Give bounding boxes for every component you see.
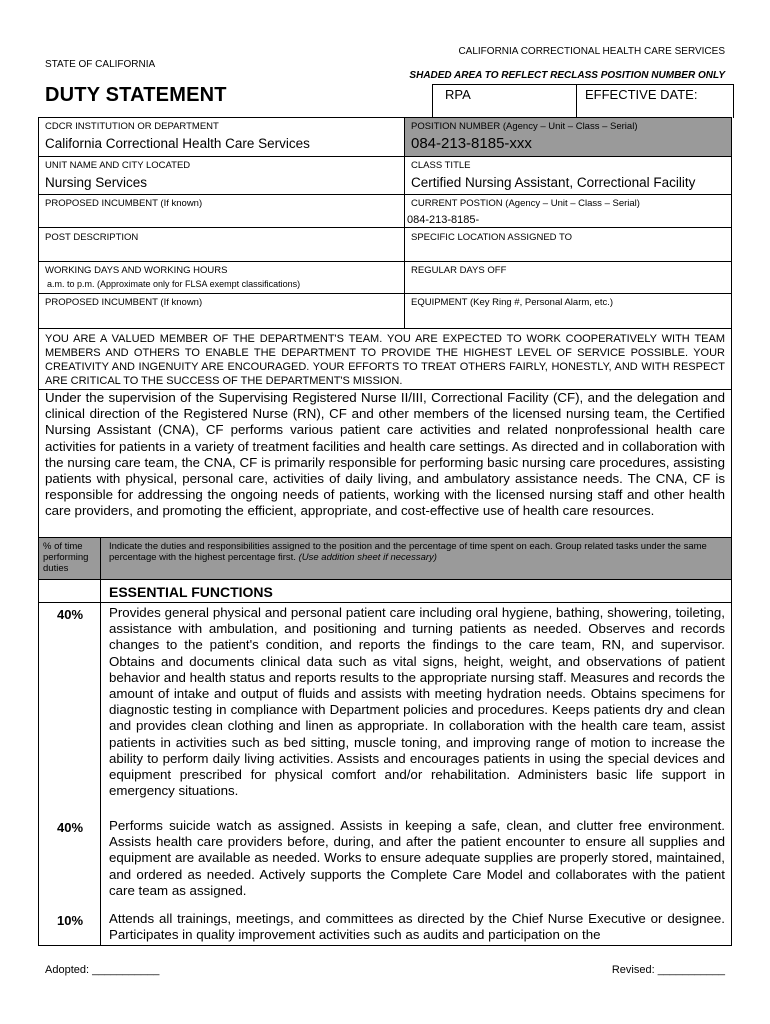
proposed-incumbent-label: PROPOSED INCUMBENT (If known) [45, 198, 203, 209]
row-institution [39, 118, 731, 157]
summary-row [39, 390, 731, 538]
position-summary: Under the supervision of the Supervising Registered Nurse II/III, Correctional Facility (CF), and the delegation and clinical direction of the Registered Nurse (RN), CF and other members of the licensed nursing team, the Certified Nursing Assistant (CNA), CF performs various patient care activities and related nonprofessional health care activities for patients in a variety of treatment facilities and health care settings. As directed and in collaboration with the nursing care team, the CNA, CF is primarily responsible for performing basic nursing care procedures, assisting patients with physical, personal care, activities of daily living, and ambulatory assistance needs. The CNA, CF is responsible for addressing the ongoing needs of patients, working with the licensed nursing staff and other health care providers, and promoting the efficient, appropriate, and cost-effective use of health care resources. [45, 390, 725, 519]
equipment-label: EQUIPMENT (Key Ring #, Personal Alarm, etc.) [411, 297, 614, 308]
regular-days-off-cell[interactable] [405, 262, 731, 293]
rpa-label: RPA [445, 87, 471, 102]
duties-instructions [109, 541, 725, 563]
class-title-label: CLASS TITLE [411, 160, 471, 171]
post-description-cell[interactable] [39, 228, 405, 261]
shaded-area-note: SHADED AREA TO REFLECT RECLASS POSITION NUMBER ONLY [409, 70, 725, 81]
rpa-effective-box [432, 84, 734, 118]
row-incumbent [39, 195, 731, 228]
regular-days-off-label: REGULAR DAYS OFF [411, 265, 507, 276]
state-label: STATE OF CALIFORNIA [45, 59, 156, 70]
pct-header-label: % of time performing duties [43, 541, 89, 574]
row-equipment [39, 294, 731, 329]
pct-column [39, 580, 101, 946]
page-title: DUTY STATEMENT [45, 84, 227, 106]
proposed-incumbent-2-label: PROPOSED INCUMBENT (If known) [45, 297, 203, 308]
rpa-divider [576, 85, 577, 118]
mission-banner-row [39, 329, 731, 390]
working-hours-cell[interactable] [39, 262, 405, 293]
essential-functions-heading: ESSENTIAL FUNCTIONS [109, 584, 273, 600]
mission-banner: YOU ARE A VALUED MEMBER OF THE DEPARTMENT'S TEAM. YOU ARE EXPECTED TO WORK COOPERATIVELY WITH TEAM MEMBERS AND OTHERS TO ENABLE THE DEPARTMENT TO PROVIDE THE HIGHEST LEVEL OF SERVICE POSSIBLE. YOUR CREATIVITY AND INGENUITY ARE ENCOURAGED. YOUR EFFORTS TO TREAT OTHERS FAIRLY, HONESTLY, AND WITH RESPECT ARE CRITICAL TO THE SUCCESS OF THE DEPARTMENT'S MISSION. [45, 333, 725, 387]
effective-date-label: EFFECTIVE DATE: [585, 87, 698, 102]
duty-statement-form [38, 117, 732, 946]
unit-value: Nursing Services [45, 175, 148, 190]
duty-description: Attends all trainings, meetings, and committees as directed by the Chief Nurse Executive or designee. Participates in quality improvement activities such as audits and participation on the [109, 911, 725, 943]
unit-label: UNIT NAME AND CITY LOCATED [45, 160, 191, 171]
working-hours-note: a.m. to p.m. (Approximate only for FLSA exempt classifications) [47, 279, 301, 289]
pct-header-cell [39, 538, 101, 579]
proposed-incumbent-cell[interactable] [39, 195, 405, 227]
position-number-value: 084-213-8185-xxx [411, 135, 532, 152]
institution-value: California Correctional Health Care Services [45, 136, 310, 151]
duty-description: Performs suicide watch as assigned. Assists in keeping a safe, clean, and clutter free environment. Assists health care providers before, during, and after the patient encounter to ensure all supplies and equipment are available as needed. Works to ensure adequate supplies are properly stored, maintained, and ordered as needed. Actively supports the Complete Care Model and collaborates with the patient care team as assigned. [109, 818, 725, 898]
institution-label: CDCR INSTITUTION OR DEPARTMENT [45, 121, 219, 132]
duty-percentage: 40% [56, 607, 84, 622]
post-description-label: POST DESCRIPTION [45, 232, 139, 243]
duties-header-row [39, 538, 731, 580]
position-number-cell[interactable] [405, 118, 731, 156]
agency-name: CALIFORNIA CORRECTIONAL HEALTH CARE SERVICES [458, 46, 725, 57]
current-position-label: CURRENT POSTION (Agency – Unit – Class – Serial) [411, 198, 640, 209]
specific-location-label: SPECIFIC LOCATION ASSIGNED TO [411, 232, 573, 243]
class-title-cell[interactable] [405, 157, 731, 194]
equipment-cell[interactable] [405, 294, 731, 328]
institution-cell[interactable] [39, 118, 405, 156]
proposed-incumbent-2-cell[interactable] [39, 294, 405, 328]
adopted-field: Adopted: ___________ [45, 964, 160, 976]
essential-functions-rule [39, 602, 731, 603]
duties-instructions-italic: (Use addition sheet if necessary) [298, 552, 437, 563]
position-number-label: POSITION NUMBER (Agency – Unit – Class – Serial) [411, 121, 638, 132]
row-unit [39, 157, 731, 195]
duty-percentage: 10% [56, 913, 84, 928]
current-position-cell[interactable] [405, 195, 731, 227]
current-position-value: 084-213-8185- [407, 214, 480, 226]
row-hours [39, 262, 731, 294]
specific-location-cell[interactable] [405, 228, 731, 261]
row-post [39, 228, 731, 262]
class-title-value: Certified Nursing Assistant, Correctional Facility [411, 175, 696, 190]
working-hours-label: WORKING DAYS AND WORKING HOURS [45, 265, 228, 276]
duties-instructions-text: Indicate the duties and responsibilities assigned to the position and the percentage of time spent on each. Group related tasks under the same percentage with the highest percentage first. [109, 541, 707, 563]
revised-field: Revised: ___________ [611, 964, 725, 976]
duty-description: Provides general physical and personal patient care including oral hygiene, bathing, showering, toileting, assistance with ambulation, and positioning and turning patients as needed. Observes and records changes to the patient's condition, and reports the findings to the care team, RN, and supervisor. Obtains and documents clinical data such as vital signs, height, weight, and observations of patient behavior and health status and reports results to the appropriate nursing staff. Measures and records the amount of intake and output of fluids and assists with meeting hydration needs. Obtains specimens for diagnostic testing in compliance with Department policies and procedures. Keeps patients dry and clean and provides clean clothing and linen as appropriate. In collaboration with the health care team, assist patients in activities such as bed sitting, muscle toning, and improving range of motion to increase the ability to perform daily living activities. Assists and encourages patients in using the special devices and equipment prescribed for physical comfort and/or rehabilitation. Administers basic life support in emergency situations. [109, 605, 725, 799]
duties-body [39, 580, 731, 946]
unit-cell[interactable] [39, 157, 405, 194]
duty-percentage: 40% [56, 820, 84, 835]
